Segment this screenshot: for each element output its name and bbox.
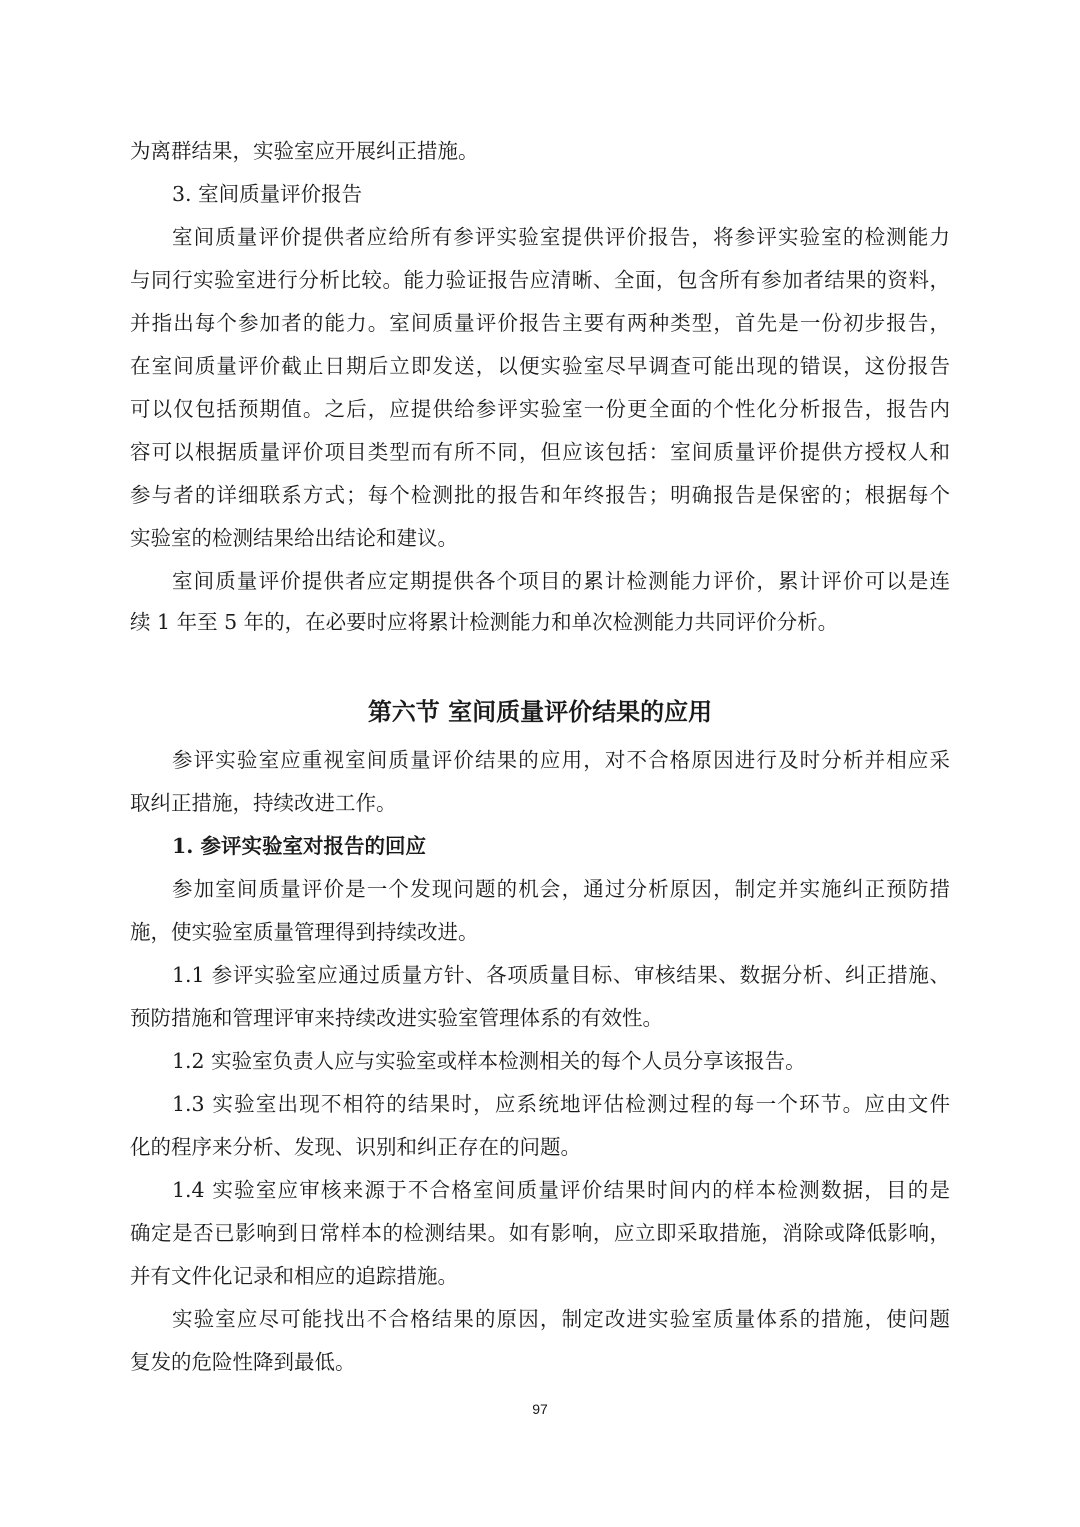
- body-line: 在室间质量评价截止日期后立即发送，以便实验室尽早调查可能出现的错误，这份报告: [130, 354, 950, 378]
- body-line: 参加室间质量评价是一个发现问题的机会，通过分析原因，制定并实施纠正预防措: [172, 877, 950, 901]
- body-line: 确定是否已影响到日常样本的检测结果。如有影响，应立即采取措施，消除或降低影响，: [130, 1221, 950, 1245]
- body-line: 室间质量评价提供者应定期提供各个项目的累计检测能力评价，累计评价可以是连: [172, 569, 950, 593]
- body-line: 参评实验室应重视室间质量评价结果的应用，对不合格原因进行及时分析并相应采: [172, 748, 950, 772]
- section-heading: 第六节 室间质量评价结果的应用: [367, 698, 713, 726]
- body-line: 容可以根据质量评价项目类型而有所不同，但应该包括：室间质量评价提供方授权人和: [130, 440, 950, 464]
- body-line: 为离群结果，实验室应开展纠正措施。: [130, 139, 479, 163]
- body-line: 参与者的详细联系方式；每个检测批的报告和年终报告；明确报告是保密的；根据每个: [130, 483, 950, 507]
- body-line: 续 1 年至 5 年的，在必要时应将累计检测能力和单次检测能力共同评价分析。: [130, 610, 839, 634]
- body-line: 并指出每个参加者的能力。室间质量评价报告主要有两种类型，首先是一份初步报告，: [130, 311, 950, 335]
- body-line: 实验室的检测结果给出结论和建议。: [130, 526, 458, 550]
- body-line: 1.1 参评实验室应通过质量方针、各项质量目标、审核结果、数据分析、纠正措施、: [172, 963, 950, 987]
- body-line: 1.3 实验室出现不相符的结果时，应系统地评估检测过程的每一个环节。应由文件: [172, 1092, 950, 1116]
- body-line: 化的程序来分析、发现、识别和纠正存在的问题。: [130, 1135, 581, 1159]
- body-line: 取纠正措施，持续改进工作。: [130, 791, 397, 815]
- body-line: 可以仅包括预期值。之后，应提供给参评实验室一份更全面的个性化分析报告，报告内: [130, 397, 950, 421]
- body-line: 室间质量评价提供者应给所有参评实验室提供评价报告，将参评实验室的检测能力: [172, 225, 950, 249]
- body-line: 1.2 实验室负责人应与实验室或样本检测相关的每个人员分享该报告。: [172, 1049, 806, 1073]
- body-line: 1.4 实验室应审核来源于不合格室间质量评价结果时间内的样本检测数据，目的是: [172, 1178, 950, 1202]
- list-heading: 3. 室间质量评价报告: [172, 182, 363, 206]
- subsection-heading: 1. 参评实验室对报告的回应: [172, 834, 427, 858]
- body-line: 实验室应尽可能找出不合格结果的原因，制定改进实验室质量体系的措施，使问题: [172, 1307, 950, 1331]
- body-line: 施，使实验室质量管理得到持续改进。: [130, 920, 479, 944]
- body-line: 并有文件化记录和相应的追踪措施。: [130, 1264, 458, 1288]
- body-line: 预防措施和管理评审来持续改进实验室管理体系的有效性。: [130, 1006, 663, 1030]
- page-number: 97: [532, 1401, 548, 1417]
- body-line: 复发的危险性降到最低。: [130, 1350, 356, 1374]
- body-line: 与同行实验室进行分析比较。能力验证报告应清晰、全面，包含所有参加者结果的资料，: [130, 268, 950, 292]
